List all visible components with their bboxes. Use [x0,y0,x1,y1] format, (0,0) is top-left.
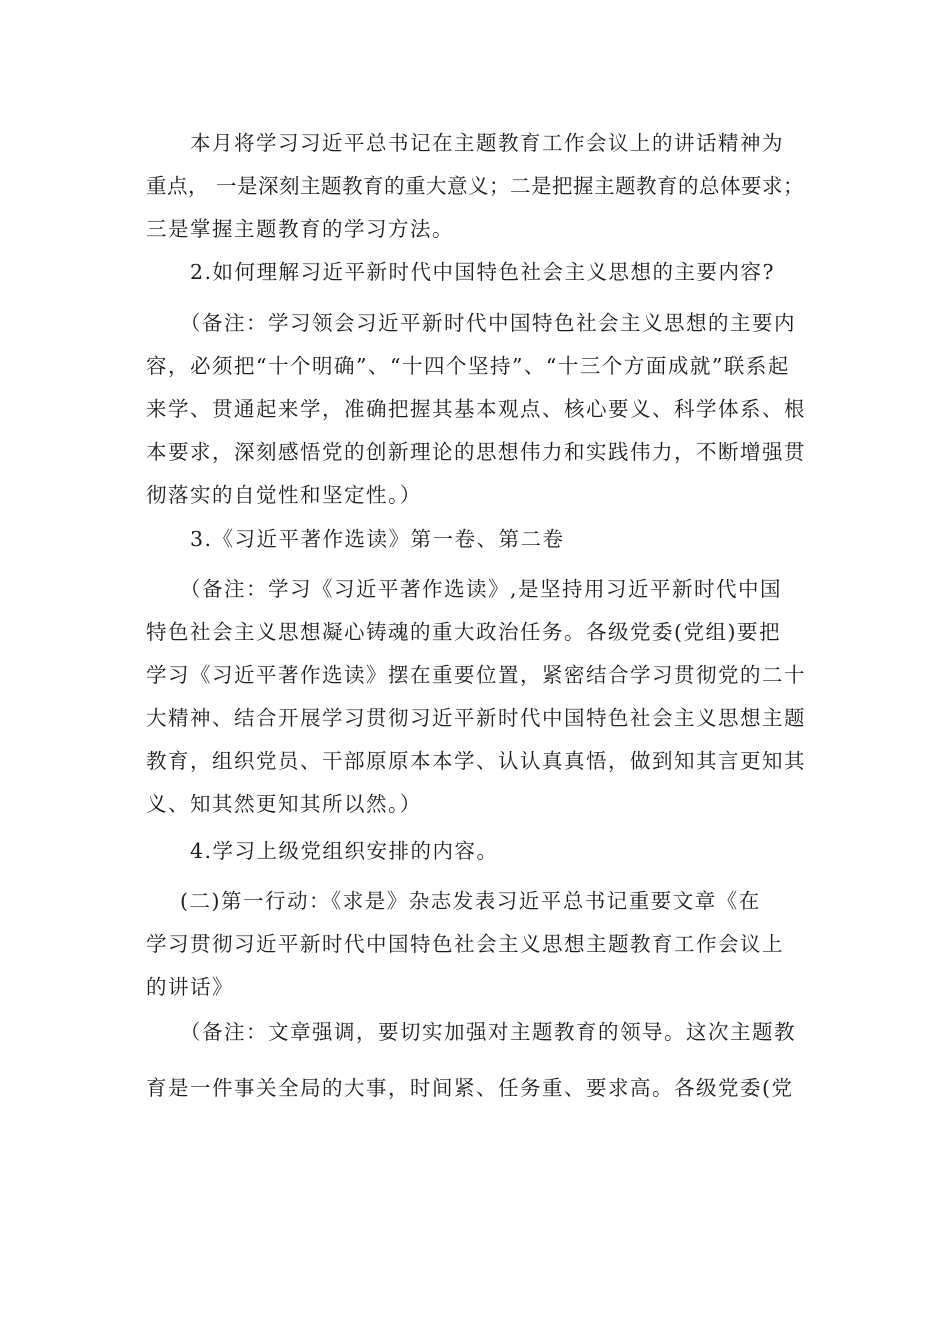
text-line: 本月将学习习近平总书记在主题教育工作会议上的讲话精神为 [190,131,784,155]
heading-item-4 [146,830,806,873]
paragraph-study-focus [146,122,806,251]
heading-item-3 [146,518,806,561]
text-line: 4.学习上级党组织安排的内容。 [190,839,499,863]
paragraph-note-main-content [146,302,806,517]
heading-item-2 [146,251,806,294]
text-line: （备注：学习领会习近平新时代中国特色社会主义思想的主要内 [180,311,796,335]
text-line: 3.《习近平著作选读》第一卷、第二卷 [190,527,565,551]
text-line: （备注：文章强调，要切实加强对主题教育的领导。这次主题教 [180,1020,796,1044]
text-line: 义、知其然更知其所以然。） [146,792,422,816]
text-line: 学习贯彻习近平新时代中国特色社会主义思想主题教育工作会议上 [146,932,784,956]
text-line: 大精神、结合开展学习贯彻习近平新时代中国特色社会主义思想主题 [146,706,806,730]
text-line: 本要求，深刻感悟党的创新理论的思想伟力和实践伟力，不断增强贯 [146,440,806,464]
text-line: 来学、贯通起来学，准确把握其基本观点、核心要义、科学体系、根 [146,397,806,421]
text-line: 彻落实的自觉性和坚定性。） [146,483,422,507]
paragraph-note-article [146,1004,806,1116]
text-line: 特色社会主义思想凝心铸魂的重大政治任务。各级党委(党组)要把 [146,620,781,644]
text-line: 育是一件事关全局的大事，时间紧、任务重、要求高。各级党委(党 [146,1076,794,1100]
text-line: 容，必须把“十个明确”、“十四个坚持”、“十三个方面成就”联系起 [146,354,790,378]
text-line: 学习《习近平著作选读》摆在重要位置，紧密结合学习贯彻党的二十 [146,663,806,687]
text-line: (二)第一行动：《求是》杂志发表习近平总书记重要文章《在 [180,889,761,913]
text-line: 重点， 一是深刻主题教育的重大意义；二是把握主题教育的总体要求； [146,174,805,198]
text-line: 的讲话》 [146,975,234,999]
paragraph-action-one [146,880,806,1009]
text-line: （备注：学习《习近平著作选读》,是坚持用习近平新时代中国 [180,577,783,601]
text-line: 三是掌握主题教育的学习方法。 [146,217,454,241]
text-line: 2.如何理解习近平新时代中国特色社会主义思想的主要内容? [190,260,776,284]
paragraph-note-selected-works [146,568,806,826]
text-line: 教育，组织党员、干部原原本本学、认认真真悟，做到知其言更知其 [146,749,806,773]
